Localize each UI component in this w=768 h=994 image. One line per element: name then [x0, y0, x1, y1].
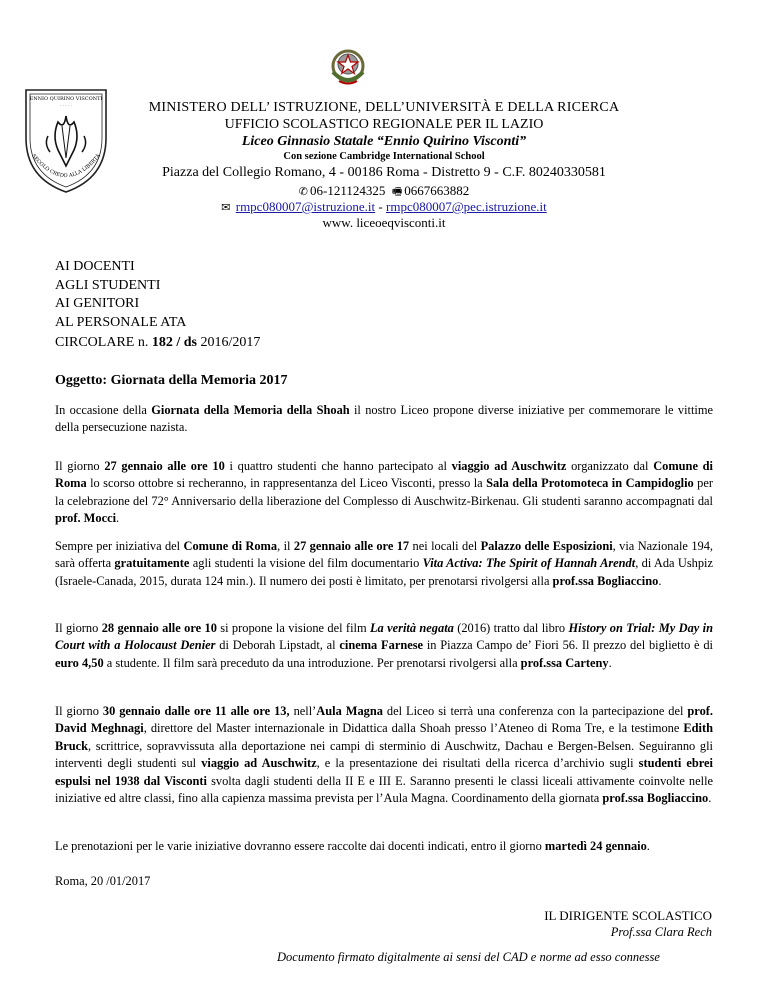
circular-number: CIRCOLARE n. 182 / ds 2016/2017 [55, 335, 261, 350]
ministry-name: MINISTERO DELL’ ISTRUZIONE, DELL’UNIVERSITÀ E DELLA RICERCA [148, 100, 620, 115]
phone-icon: ✆ [298, 185, 308, 198]
digital-signature-note: Documento firmato digitalmente ai sensi del CAD e norme ad esso connesse [277, 950, 660, 964]
regional-office: UFFICIO SCOLASTICO REGIONALE PER IL LAZIO [224, 117, 544, 132]
school-name: Liceo Ginnasio Statale “Ennio Quirino Visconti” [241, 134, 527, 149]
crest-text-bottom: SECOLO CREDO ALLA LIBERTÀ [30, 153, 102, 180]
cambridge-section: Con sezione Cambridge International School [283, 151, 485, 162]
signature-name: Prof.ssa Clara Rech [610, 925, 712, 939]
paragraph-cinema-farnese: Il giorno 28 gennaio alle ore 10 si propone la visione del film La verità negata (2016) tratto dal libro History on Trial: My Day in Court with a Holocaust Denier di Deborah Lipstadt, al cinema Farnese in Piazza Campo de’ Fiori 56. Il prezzo del biglietto è di euro 4,50 a studente. Il film sarà preceduto da una introduzione. Per prenotarsi rivolgersi alla prof.ssa Carteny. [55, 621, 714, 670]
italian-republic-emblem-icon [327, 44, 369, 90]
crest-text-top: ENNIO QUIRINO VISCONTI [29, 96, 103, 102]
contact-email-line [0, 199, 768, 215]
recipient-item: AI DOCENTI [55, 259, 135, 274]
recipient-item: AGLI STUDENTI [55, 277, 161, 293]
school-address: Piazza del Collegio Romano, 4 - 00186 Roma - Distretto 9 - C.F. 80240330581 [162, 165, 606, 180]
email-link[interactable]: rmpc080007@istruzione.it [235, 199, 376, 214]
signature-block [544, 908, 712, 940]
phone-number: 06-121124325 [309, 183, 386, 198]
paragraph-intro: In occasione della Giornata della Memoria della Shoah il nostro Liceo propone diverse iniziative per commemorare le vittime della persecuzione nazista. [55, 403, 713, 435]
recipient-item: AI GENITORI [55, 296, 140, 311]
svg-text:· · · · ·: · · · · · [60, 103, 72, 108]
paragraph-palazzo-esposizioni: Sempre per iniziativa del Comune di Roma, il 27 gennaio alle ore 17 nei locali del Palazzo delle Esposizioni, via Nazionale 194, sarà offerta gratuitamente agli studenti la visione del film documentario Vita Activa: The Spirit of Hannah Arendt, di Ada Ushpiz (Israele-Canada, 2015, durata 124 min.). Il numero dei posti è limitato, per prenotarsi rivolgersi alla prof.ssa Bogliaccino. [55, 539, 714, 588]
paragraph-campidoglio: Il giorno 27 gennaio alle ore 10 i quattro studenti che hanno partecipato al viaggio ad Auschwitz organizzato dal Comune di Roma lo scorso ottobre si recheranno, in rappresentanza del Liceo Visconti, presso la Sala della Protomoteca in Campidoglio per la celebrazione del 72° Anniversario della liberazione del Complesso di Auschwitz-Birkenau. Gli studenti saranno accompagnati dal prof. Mocci. [55, 459, 714, 526]
paragraph-bookings: Le prenotazioni per le varie iniziative dovranno essere raccolte dai docenti indicati, entro il giorno martedì 24 gennaio. [55, 839, 650, 853]
recipient-item: AL PERSONALE ATA [55, 314, 187, 330]
envelope-icon: ✉ [221, 201, 231, 214]
paragraph-aula-magna: Il giorno 30 gennaio dalle ore 11 alle ore 13, nell’Aula Magna del Liceo si terrà una conferenza con la partecipazione del prof. David Meghnagi, direttore del Master internazionale in Didattica dalla Shoah presso l’Ateneo di Roma Tre, e la testimone Edith Bruck, scrittrice, sopravvissuta alla deportazione nei campi di sterminio di Auschwitz, Dachau e Bergen-Belsen. Seguiranno gli interventi degli studenti sul viaggio ad Auschwitz, e la presentazione dei risultati della ricerca d’archivio sugli studenti ebrei espulsi nel 1938 dal Visconti svolta dagli studenti della II E e III E. Saranno presenti le classi liceali attivamente coinvolte nelle iniziative ed altre classi, fino alla capienza massima prevista per l’Aula Magna. Coordinamento della giornata prof.ssa Bogliaccino. [55, 704, 714, 806]
signature-title: IL DIRIGENTE SCOLASTICO [544, 908, 712, 923]
email-separator: - [375, 199, 386, 214]
pec-email-link[interactable]: rmpc080007@pec.istruzione.it [386, 199, 547, 214]
school-website: www. liceoeqvisconti.it [322, 215, 446, 230]
fax-number: 0667663882 [404, 183, 470, 198]
place-and-date: Roma, 20 /01/2017 [55, 874, 151, 888]
recipients-list [55, 258, 186, 332]
subject-line: Oggetto: Giornata della Memoria 2017 [55, 373, 288, 388]
fax-icon: 🖷 [391, 185, 403, 198]
